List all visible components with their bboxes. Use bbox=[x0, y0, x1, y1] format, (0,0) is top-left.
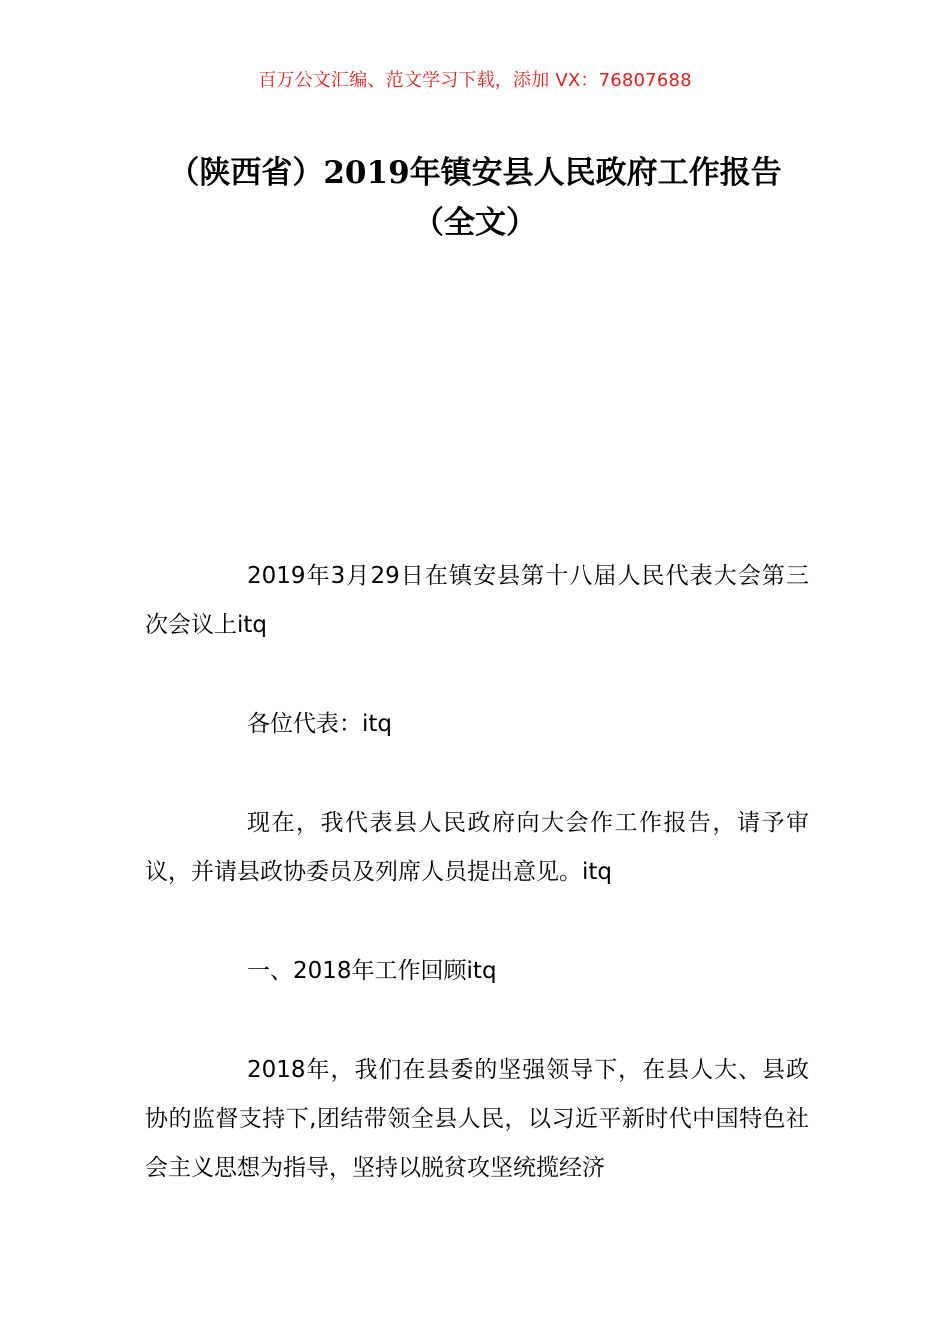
section-heading-review: 一、2018年工作回顾itq bbox=[247, 958, 497, 984]
header-watermark-note: 百万公文汇编、范文学习下载，添加 VX：76807688 bbox=[258, 70, 692, 91]
paragraph-review-body: 2018年，我们在县委的坚强领导下，在县人大、县政协的监督支持下,团结带领全县人民，以习近平新时代中国特色社会主义思想为指导，坚持以脱贫攻坚统揽经济 bbox=[145, 1057, 809, 1181]
document-title: （陕西省）2019年镇安县人民政府工作报告（全文） bbox=[168, 155, 782, 241]
paragraph-introduction: 现在，我代表县人民政府向大会作工作报告，请予审议，并请县政协委员及列席人员提出意见。itq bbox=[145, 810, 809, 885]
paragraph-meeting-date: 2019年3月29日在镇安县第十八届人民代表大会第三次会议上itq bbox=[145, 563, 809, 638]
document-body bbox=[145, 552, 809, 1243]
paragraph-salutation: 各位代表：itq bbox=[247, 711, 393, 737]
